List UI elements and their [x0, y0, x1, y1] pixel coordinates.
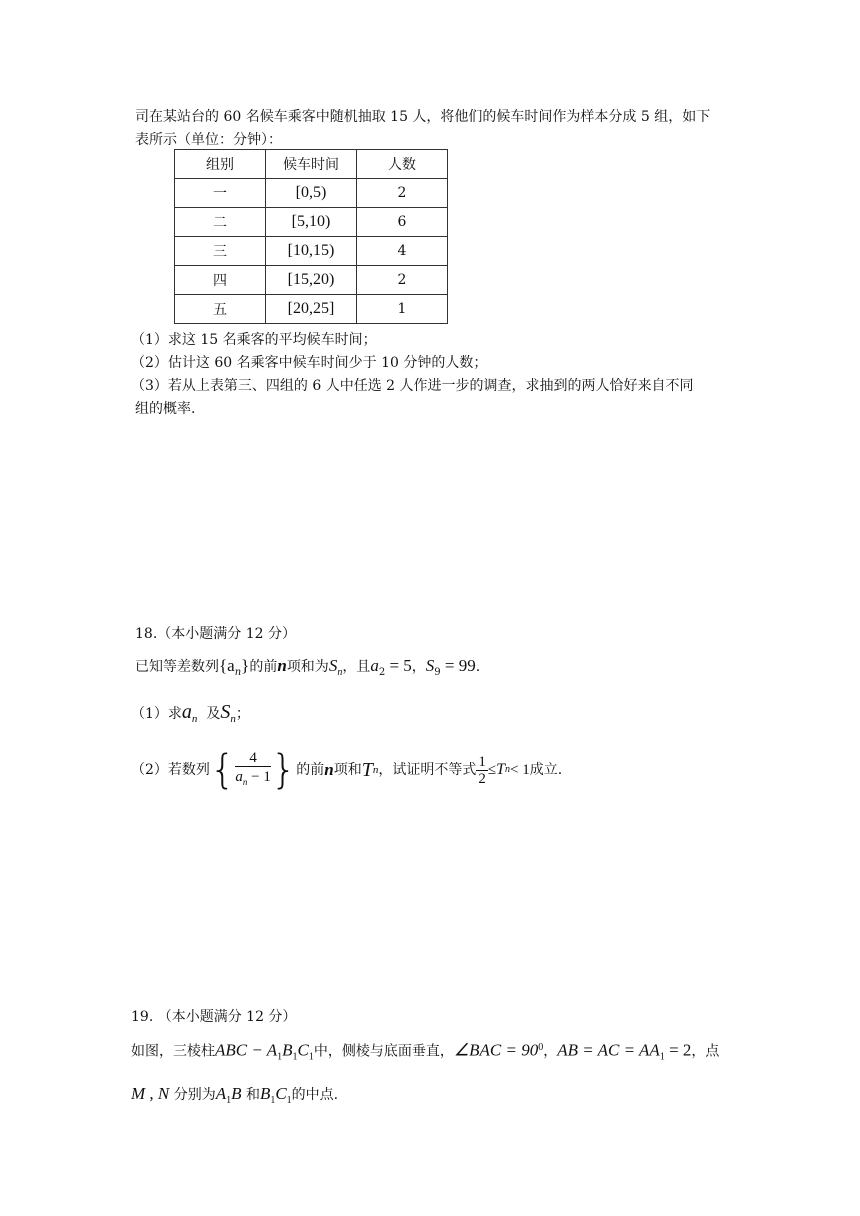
- q18-p1-text: ；: [235, 706, 250, 722]
- q18-p2-n: n: [324, 760, 334, 779]
- q18-p2-fraction: [235, 750, 270, 790]
- q17-part-3b: 组的概率.: [135, 401, 196, 417]
- q18-p2-frac-num: 4: [235, 750, 270, 767]
- q18-comma: ，: [411, 659, 426, 675]
- q19-sub-1: 1: [659, 1051, 665, 1063]
- q19-prism: ABC − A: [215, 1040, 278, 1060]
- q18-p2-T2: T: [496, 761, 506, 778]
- q18-part-2: [131, 748, 562, 792]
- q19-text: 如图，三棱柱: [131, 1043, 215, 1060]
- table-cell: [5,10): [266, 208, 357, 237]
- q18-p2-half-num: 1: [478, 753, 486, 770]
- table-row: [175, 237, 448, 266]
- q18-period: .: [475, 659, 481, 675]
- q19-B1C1-B: B: [259, 1084, 271, 1103]
- table-row: [175, 295, 448, 324]
- q18-p2-den-a: a: [235, 769, 243, 785]
- q18-p2-lt1: < 1: [510, 762, 530, 778]
- table-cell: 五: [175, 295, 266, 324]
- q18-stem-text: 已知等差数列: [135, 659, 219, 675]
- q18-p2-T2-sub: n: [505, 764, 511, 775]
- table-cell: 2: [357, 179, 448, 208]
- q19-MN: M , N: [131, 1084, 170, 1103]
- q17-part-2: （2）估计这 60 名乘客中候车时间少于 10 分钟的人数；: [131, 355, 488, 371]
- q19-text: 分别为: [173, 1087, 216, 1103]
- q18-p2-text: 的前: [296, 762, 325, 778]
- q19-text: 和: [245, 1087, 260, 1103]
- q17-part-1: （1）求这 15 名乘客的平均候车时间；: [131, 332, 377, 348]
- table-cell: 二: [175, 208, 266, 237]
- q18-n: n: [277, 656, 287, 675]
- table-header-row: [175, 150, 448, 179]
- table-header: 候车时间: [266, 150, 357, 179]
- q19-B1C1-C: C: [275, 1084, 287, 1103]
- q19-prism-B: B: [282, 1040, 293, 1060]
- left-brace-icon: {: [209, 747, 236, 793]
- q18-p1-an: a: [181, 701, 192, 723]
- q18-p2-text: （2）若数列: [131, 762, 210, 778]
- q18-p2-T-sub: n: [372, 764, 379, 776]
- q19-A1B-B: B: [231, 1084, 242, 1103]
- q18-p1-an-sub: n: [191, 712, 198, 725]
- q18-p1-Sn-sub: n: [230, 712, 236, 725]
- q18-seq-sub: n: [234, 666, 242, 678]
- q18-seq-open: {a: [219, 656, 235, 675]
- q18-title: 18.（本小题满分 12 分）: [135, 626, 296, 642]
- q18-a2-value: = 5: [385, 656, 412, 675]
- q18-stem-text: 项和为: [286, 659, 329, 675]
- q17-part-3a: （3）若从上表第三、四组的 6 人中任选 2 人作进一步的调查，求抽到的两人恰好来自不同: [131, 378, 694, 394]
- table-row: [175, 208, 448, 237]
- table-header: 人数: [357, 150, 448, 179]
- q19-text: ，点: [691, 1043, 720, 1060]
- q19-title: 19. （本小题满分 12 分）: [131, 1009, 297, 1025]
- table-cell: [0,5): [266, 179, 357, 208]
- q18-p1-text: 及: [206, 706, 221, 722]
- q18-S9-sub: 9: [434, 666, 441, 678]
- table-cell: [20,25]: [266, 295, 357, 324]
- q18-part-1: [131, 702, 250, 729]
- table-cell: 四: [175, 266, 266, 295]
- q18-p2-leq: ≤: [487, 762, 497, 778]
- q18-S9-value: = 99: [440, 656, 476, 675]
- q18-p2-T: T: [361, 759, 373, 781]
- q19-text: 的中点.: [291, 1087, 339, 1103]
- table-cell: [10,15): [266, 237, 357, 266]
- intro-line-1: 司在某站台的 60 名候车乘客中随机抽取 15 人，将他们的候车时间作为样本分成 5 组，如下: [135, 109, 711, 125]
- q19-angle: ∠BAC = 90: [453, 1040, 539, 1060]
- intro-line-2: 表所示（单位：分钟）：: [135, 132, 282, 148]
- waiting-time-table: [174, 149, 448, 324]
- table-header: 组别: [175, 150, 266, 179]
- right-brace-icon: }: [270, 747, 297, 793]
- q19-text: ，: [543, 1043, 558, 1060]
- table-row: [175, 266, 448, 295]
- q18-p2-frac-den: [235, 767, 270, 790]
- q18-S9: S: [425, 656, 435, 675]
- q19-sub-1: 1: [308, 1051, 314, 1063]
- q18-a2-sub: 2: [378, 666, 386, 678]
- q18-stem: [135, 656, 480, 683]
- q19-prism-C: C: [297, 1040, 309, 1060]
- q19-line-2: [131, 1084, 338, 1111]
- table-cell: 6: [357, 208, 448, 237]
- q18-stem-text: 的前: [249, 659, 278, 675]
- q18-stem-text: ，且: [342, 659, 371, 675]
- q18-p1-text: （1）求: [131, 706, 182, 722]
- q19-equality: AB = AC = AA: [557, 1040, 660, 1060]
- q18-seq-close: }: [241, 656, 250, 675]
- q18-p2-half: [476, 754, 488, 787]
- q18-p2-text: 成立.: [529, 762, 563, 778]
- q19-eq-end: = 2: [664, 1040, 692, 1060]
- q18-S: S: [328, 656, 338, 675]
- table-row: [175, 179, 448, 208]
- q19-A1B-A: A: [215, 1084, 227, 1103]
- q18-p2-den-rest: − 1: [247, 769, 271, 785]
- q18-p2-text: 项和: [333, 762, 362, 778]
- q19-sub-1: 1: [286, 1094, 292, 1106]
- q18-p2-den-n: n: [242, 777, 248, 787]
- table-cell: 2: [357, 266, 448, 295]
- q18-p2-text: ，试证明不等式: [378, 762, 477, 778]
- table-cell: 一: [175, 179, 266, 208]
- q19-sub-1: 1: [226, 1094, 232, 1106]
- q19-degree: 0: [538, 1042, 544, 1053]
- q19-sub-1: 1: [277, 1051, 283, 1063]
- q19-sub-1: 1: [270, 1094, 276, 1106]
- table-cell: 1: [357, 295, 448, 324]
- table-cell: 三: [175, 237, 266, 266]
- q18-p2-half-den: 2: [478, 770, 486, 787]
- q18-a2: a: [370, 656, 379, 675]
- table-cell: [15,20): [266, 266, 357, 295]
- q18-S-sub: n: [337, 666, 343, 678]
- table-cell: 4: [357, 237, 448, 266]
- q19-line-1: [131, 1038, 719, 1067]
- q19-text: 中，侧棱与底面垂直，: [313, 1043, 454, 1060]
- q19-sub-1: 1: [292, 1051, 298, 1063]
- q18-p1-Sn: S: [220, 701, 231, 723]
